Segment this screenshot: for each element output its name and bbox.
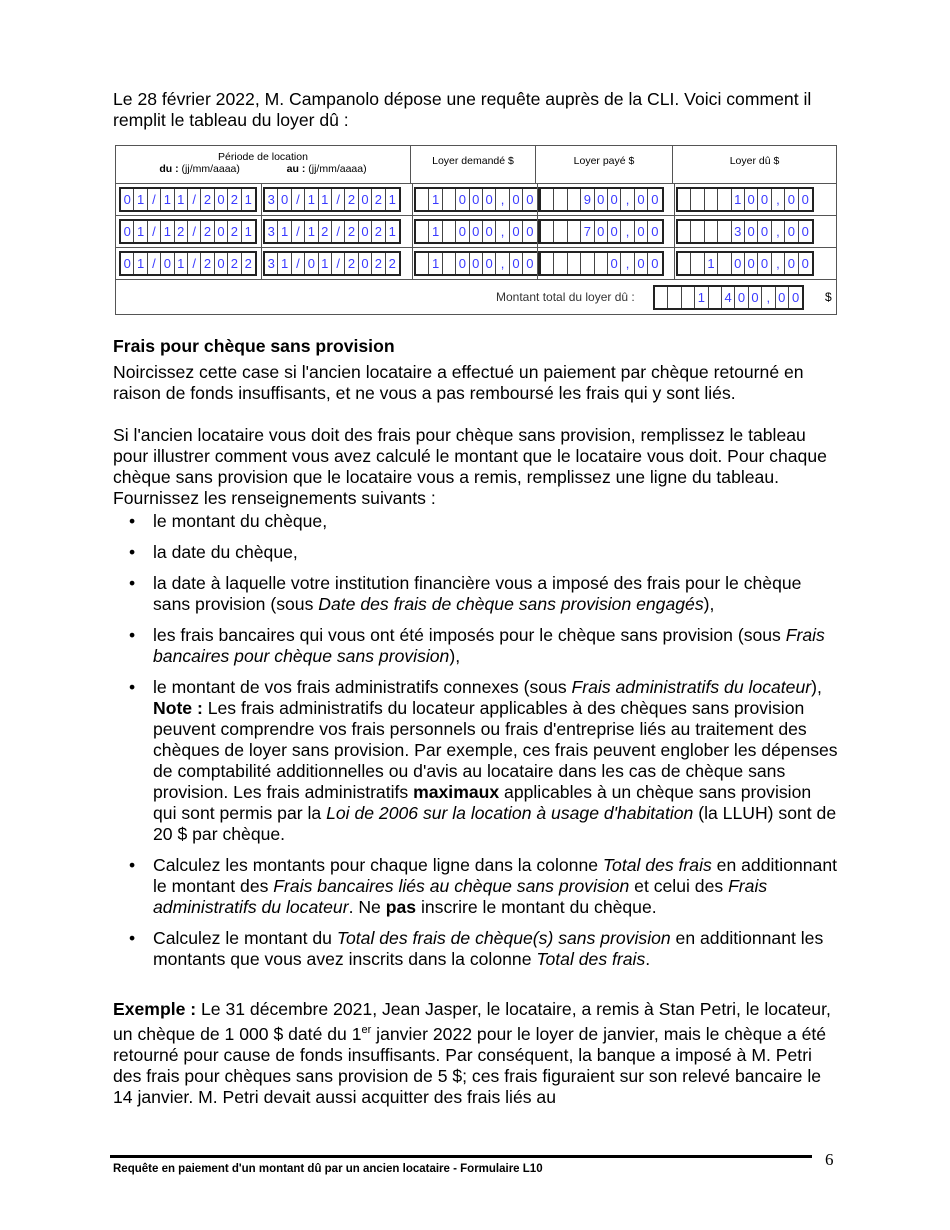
text-segment: en additionnant les montants que vous avez inscrits dans la colonne bbox=[153, 928, 824, 969]
text-segment: Le 31 décembre 2021, Jean Jasper, le locataire, a remis à Stan Petri, le locateur, un chèque de 1 000 $ daté du 1 bbox=[113, 999, 831, 1044]
column-divider bbox=[674, 216, 675, 247]
from-field[interactable] bbox=[119, 251, 257, 276]
demande-header: Loyer demandé $ bbox=[411, 146, 536, 184]
digit-cell bbox=[443, 189, 456, 210]
digit-cell bbox=[691, 189, 704, 210]
column-divider bbox=[261, 248, 262, 279]
du-field[interactable] bbox=[676, 251, 814, 276]
list-item bbox=[153, 542, 838, 563]
text-segment: Frais bancaires liés au chèque sans provision bbox=[273, 876, 630, 896]
digit-cell: 1 bbox=[429, 253, 442, 274]
paye-field[interactable] bbox=[539, 219, 664, 244]
digit-cell: 0 bbox=[456, 221, 469, 242]
digit-cell: 0 bbox=[121, 221, 134, 242]
digit-cell bbox=[718, 189, 731, 210]
text-segment: Total des frais bbox=[602, 855, 712, 875]
digit-cell: 1 bbox=[161, 221, 174, 242]
digit-cell bbox=[691, 253, 704, 274]
digit-cell: 0 bbox=[758, 221, 771, 242]
digit-cell: / bbox=[292, 253, 305, 274]
digit-cell: 0 bbox=[608, 253, 621, 274]
list-item bbox=[153, 677, 838, 845]
list-item bbox=[153, 511, 838, 532]
digit-cell: 2 bbox=[175, 221, 188, 242]
digit-cell: / bbox=[148, 253, 161, 274]
column-divider bbox=[674, 248, 675, 279]
digit-cell: 1 bbox=[429, 189, 442, 210]
text-segment: la date à laquelle votre institution financière vous a imposé des frais pour le chèque sans provision (sous bbox=[153, 573, 802, 614]
text-segment: . bbox=[645, 949, 651, 969]
digit-cell: 0 bbox=[526, 192, 534, 207]
digit-cell: 2 bbox=[345, 253, 358, 274]
list-item bbox=[153, 855, 838, 918]
text-segment: Calculez les montants pour chaque ligne dans la colonne bbox=[153, 855, 603, 875]
page-number: 6 bbox=[825, 1150, 834, 1169]
digit-cell bbox=[554, 253, 567, 274]
column-divider bbox=[412, 184, 413, 215]
period-header-label: Période de location bbox=[218, 151, 308, 163]
digit-cell: , bbox=[772, 221, 785, 242]
text-segment: Si l'ancien locataire vous doit des frais pour chèque sans provision, remplissez le tableau pour illustrer comment vous avez calculé le montant que le locataire vous doit. Pour chaque chèque sans provision que le locataire vous a remis, remplissez une ligne du tableau. Fournissez les renseignements suivants : bbox=[113, 425, 827, 508]
digit-cell bbox=[443, 253, 456, 274]
digit-cell: , bbox=[621, 253, 634, 274]
digit-cell: 0 bbox=[745, 221, 758, 242]
footer-text: Requête en paiement d'un montant dû par un ancien locataire - Formulaire L10 bbox=[113, 1163, 543, 1175]
digit-cell: / bbox=[148, 221, 161, 242]
digit-cell: 0 bbox=[359, 253, 372, 274]
digit-cell: 2 bbox=[372, 253, 385, 274]
digit-cell: 2 bbox=[345, 189, 358, 210]
paye-field[interactable] bbox=[539, 187, 664, 212]
digit-cell: 1 bbox=[244, 224, 252, 239]
digit-cell: 1 bbox=[278, 253, 291, 274]
digit-cell: 1 bbox=[134, 221, 147, 242]
digit-cell: , bbox=[772, 189, 785, 210]
text-segment: le montant du chèque, bbox=[153, 511, 328, 531]
text-segment: Noircissez cette case si l'ancien locataire a effectué un paiement par chèque retourné en raison de fonds insuffisants, et ne vous a pas remboursé les frais qui y sont liés. bbox=[113, 362, 804, 403]
text-segment: ), bbox=[703, 594, 715, 614]
table-row bbox=[116, 248, 836, 280]
du-label bbox=[159, 163, 240, 175]
digit-cell: 0 bbox=[651, 192, 659, 207]
au-format: (jj/mm/aaaa) bbox=[308, 163, 367, 175]
digit-cell bbox=[718, 253, 731, 274]
paye-field[interactable] bbox=[539, 251, 664, 276]
text-segment: Le 28 février 2022, M. Campanolo dépose une requête auprès de la CLI. Voici comment il remplit le tableau du loyer dû : bbox=[113, 89, 812, 130]
digit-cell bbox=[568, 189, 581, 210]
text-segment: Total des frais bbox=[536, 949, 646, 969]
demande-field[interactable] bbox=[414, 187, 539, 212]
digit-cell: 4 bbox=[722, 287, 735, 308]
text-segment: er bbox=[361, 1024, 372, 1036]
digit-cell: 1 bbox=[705, 253, 718, 274]
digit-cell: 0 bbox=[595, 221, 608, 242]
digit-cell: 1 bbox=[319, 253, 332, 274]
section-heading: Frais pour chèque sans provision bbox=[113, 336, 395, 356]
digit-cell: 1 bbox=[161, 189, 174, 210]
digit-cell: 0 bbox=[510, 189, 523, 210]
text-segment: le montant de vos frais administratifs connexes (sous bbox=[153, 677, 572, 697]
text-segment: Total des frais de chèque(s) sans provision bbox=[336, 928, 671, 948]
digit-cell bbox=[655, 287, 668, 308]
digit-cell: 3 bbox=[265, 221, 278, 242]
digit-cell bbox=[678, 221, 691, 242]
digit-cell: 0 bbox=[635, 253, 648, 274]
digit-cell: 0 bbox=[785, 253, 798, 274]
text-segment: applicables à un chèque sans provision qui sont permis par la bbox=[153, 782, 812, 823]
digit-cell: / bbox=[188, 221, 201, 242]
digit-cell: / bbox=[148, 189, 161, 210]
digit-cell: 0 bbox=[526, 224, 534, 239]
digit-cell bbox=[678, 189, 691, 210]
digit-cell: 0 bbox=[758, 253, 771, 274]
to-field[interactable] bbox=[263, 251, 401, 276]
column-divider bbox=[537, 184, 538, 215]
digit-cell bbox=[718, 221, 731, 242]
digit-cell bbox=[691, 221, 704, 242]
total-row bbox=[116, 280, 836, 314]
digit-cell: 0 bbox=[215, 221, 228, 242]
digit-cell: , bbox=[496, 221, 509, 242]
column-divider bbox=[261, 184, 262, 215]
digit-cell: 9 bbox=[581, 189, 594, 210]
digit-cell: 0 bbox=[470, 253, 483, 274]
digit-cell: / bbox=[332, 221, 345, 242]
digit-cell: 0 bbox=[278, 189, 291, 210]
digit-cell bbox=[541, 253, 554, 274]
au-label-text: au : bbox=[286, 163, 306, 175]
text-segment: (la LLUH) sont de 20 $ par chèque. bbox=[153, 803, 837, 844]
digit-cell: 0 bbox=[635, 221, 648, 242]
digit-cell: / bbox=[332, 253, 345, 274]
digit-cell: 1 bbox=[388, 224, 396, 239]
digit-cell: 1 bbox=[134, 253, 147, 274]
digit-cell: 2 bbox=[228, 189, 241, 210]
digit-cell: 0 bbox=[121, 253, 134, 274]
digit-cell: 0 bbox=[359, 189, 372, 210]
digit-cell: 2 bbox=[201, 221, 214, 242]
digit-cell: / bbox=[332, 189, 345, 210]
text-segment: inscrire le montant du chèque. bbox=[416, 897, 657, 917]
digit-cell: 2 bbox=[201, 253, 214, 274]
digit-cell: 1 bbox=[175, 253, 188, 274]
list-item bbox=[153, 625, 838, 667]
digit-cell: 0 bbox=[801, 256, 809, 271]
digit-cell: 0 bbox=[785, 221, 798, 242]
text-segment: en additionnant le montant des bbox=[153, 855, 838, 896]
digit-cell: 0 bbox=[215, 189, 228, 210]
text-segment: maximaux bbox=[413, 782, 500, 802]
digit-cell bbox=[668, 287, 681, 308]
digit-cell: 0 bbox=[595, 189, 608, 210]
digit-cell: 7 bbox=[581, 221, 594, 242]
text-segment: Note : bbox=[153, 698, 203, 718]
digit-cell: 0 bbox=[776, 287, 789, 308]
text-segment: ), bbox=[811, 677, 822, 697]
digit-cell: 0 bbox=[483, 221, 496, 242]
du-field[interactable] bbox=[676, 187, 814, 212]
column-divider bbox=[261, 216, 262, 247]
digit-cell: 2 bbox=[201, 189, 214, 210]
column-divider bbox=[537, 248, 538, 279]
digit-cell: 2 bbox=[244, 256, 252, 271]
digit-cell bbox=[568, 221, 581, 242]
digit-cell: 1 bbox=[244, 192, 252, 207]
total-label: Montant total du loyer dû : bbox=[496, 290, 635, 304]
digit-cell: / bbox=[292, 221, 305, 242]
period-header bbox=[116, 146, 411, 184]
digit-cell bbox=[709, 287, 722, 308]
digit-cell bbox=[705, 221, 718, 242]
digit-cell: , bbox=[772, 253, 785, 274]
au-label bbox=[287, 163, 367, 175]
digit-cell: 0 bbox=[608, 221, 621, 242]
paye-header: Loyer payé $ bbox=[536, 146, 673, 184]
digit-cell bbox=[554, 221, 567, 242]
column-divider bbox=[412, 216, 413, 247]
digit-cell: 0 bbox=[732, 253, 745, 274]
digit-cell: / bbox=[188, 253, 201, 274]
footer-rule bbox=[110, 1155, 812, 1158]
digit-cell: 2 bbox=[372, 221, 385, 242]
digit-cell: 0 bbox=[758, 189, 771, 210]
digit-cell: 0 bbox=[470, 189, 483, 210]
digit-cell: 3 bbox=[732, 221, 745, 242]
to-field[interactable] bbox=[263, 219, 401, 244]
text-segment: Frais bancaires pour chèque sans provision bbox=[153, 625, 825, 666]
digit-cell: , bbox=[621, 221, 634, 242]
digit-cell: 1 bbox=[388, 192, 396, 207]
digit-cell: 0 bbox=[745, 189, 758, 210]
digit-cell: 0 bbox=[791, 290, 800, 305]
table-row bbox=[116, 216, 836, 248]
digit-cell bbox=[443, 221, 456, 242]
digit-cell: 1 bbox=[278, 221, 291, 242]
digit-cell bbox=[416, 253, 429, 274]
table-row bbox=[116, 184, 836, 216]
du-label-text: du : bbox=[159, 163, 179, 175]
digit-cell: , bbox=[496, 253, 509, 274]
text-segment: . Ne bbox=[348, 897, 386, 917]
text-segment: Les frais administratifs du locateur applicables à des chèques sans provision peuvent comprendre vos frais personnels ou frais d'entreprise liés au traitement des chèques de loyer sans provision. Par exemple, ces frais peuvent englober les dépenses de comptabilité additionnelles ou d'avis au locataire dans les cas de chèque sans provision. Les frais administratifs bbox=[153, 698, 838, 802]
digit-cell bbox=[678, 253, 691, 274]
from-field[interactable] bbox=[119, 219, 257, 244]
digit-cell bbox=[541, 189, 554, 210]
digit-cell: 2 bbox=[372, 189, 385, 210]
digit-cell: 0 bbox=[635, 189, 648, 210]
digit-cell: 0 bbox=[801, 224, 809, 239]
digit-cell: 0 bbox=[608, 189, 621, 210]
demande-field[interactable] bbox=[414, 219, 539, 244]
demande-field[interactable] bbox=[414, 251, 539, 276]
digit-cell bbox=[568, 253, 581, 274]
text-segment: Loi de 2006 sur la location à usage d'habitation bbox=[326, 803, 694, 823]
digit-cell: 0 bbox=[526, 256, 534, 271]
digit-cell: 1 bbox=[429, 221, 442, 242]
digit-cell: 2 bbox=[388, 256, 396, 271]
digit-cell: 0 bbox=[470, 221, 483, 242]
digit-cell: 0 bbox=[483, 253, 496, 274]
digit-cell: 1 bbox=[305, 221, 318, 242]
digit-cell bbox=[682, 287, 695, 308]
digit-cell: 2 bbox=[228, 253, 241, 274]
digit-cell: 0 bbox=[359, 221, 372, 242]
digit-cell bbox=[705, 189, 718, 210]
text-segment: la date du chèque, bbox=[153, 542, 298, 562]
digit-cell: 0 bbox=[785, 189, 798, 210]
digit-cell: 0 bbox=[651, 224, 659, 239]
text-segment: et celui des bbox=[629, 876, 729, 896]
from-field[interactable] bbox=[119, 187, 257, 212]
digit-cell bbox=[595, 253, 608, 274]
column-divider bbox=[674, 184, 675, 215]
digit-cell: 0 bbox=[121, 189, 134, 210]
digit-cell: 1 bbox=[695, 287, 708, 308]
digit-cell: 1 bbox=[134, 189, 147, 210]
digit-cell: 1 bbox=[319, 189, 332, 210]
digit-cell: 0 bbox=[651, 256, 659, 271]
text-segment: pas bbox=[385, 897, 417, 917]
rent-owed-table bbox=[115, 145, 837, 315]
digit-cell: 0 bbox=[456, 253, 469, 274]
text-segment: les frais bancaires qui vous ont été imposés pour le chèque sans provision (sous bbox=[153, 625, 786, 645]
digit-cell bbox=[416, 221, 429, 242]
text-segment: Date des frais de chèque sans provision engagés bbox=[318, 594, 704, 614]
digit-cell: 0 bbox=[801, 192, 809, 207]
digit-cell bbox=[554, 189, 567, 210]
column-divider bbox=[537, 216, 538, 247]
list-item bbox=[153, 928, 838, 970]
digit-cell: 2 bbox=[228, 221, 241, 242]
digit-cell: 1 bbox=[175, 189, 188, 210]
digit-cell: / bbox=[292, 189, 305, 210]
digit-cell bbox=[416, 189, 429, 210]
digit-cell: 3 bbox=[265, 189, 278, 210]
column-divider bbox=[412, 248, 413, 279]
digit-cell: 0 bbox=[161, 253, 174, 274]
du-format: (jj/mm/aaaa) bbox=[181, 163, 240, 175]
du-header: Loyer dû $ bbox=[673, 146, 836, 184]
digit-cell: 1 bbox=[305, 189, 318, 210]
intro-paragraph bbox=[113, 89, 838, 131]
digit-cell: 2 bbox=[345, 221, 358, 242]
digit-cell: 0 bbox=[483, 189, 496, 210]
digit-cell: 0 bbox=[735, 287, 748, 308]
digit-cell: 0 bbox=[745, 253, 758, 274]
digit-cell: 0 bbox=[215, 253, 228, 274]
text-segment: Exemple : bbox=[113, 999, 197, 1019]
instruction-paragraph-1 bbox=[113, 362, 838, 404]
to-field[interactable] bbox=[263, 187, 401, 212]
digit-cell bbox=[541, 221, 554, 242]
text-segment: ), bbox=[449, 646, 461, 666]
digit-cell: 0 bbox=[510, 221, 523, 242]
text-segment: janvier 2022 pour le loyer de janvier, mais le chèque a été retourné pour cause de fonds insuffisants. Par conséquent, la banque a imposé à M. Petri des frais pour chèques sans provision de 5 $; ces frais figuraient sur son relevé bancaire le 14 janvier. M. Petri devait aussi acquitter des frais liés au bbox=[113, 1023, 827, 1107]
instruction-paragraph-2 bbox=[113, 425, 838, 509]
digit-cell: , bbox=[621, 189, 634, 210]
digit-cell: 0 bbox=[456, 189, 469, 210]
digit-cell: , bbox=[496, 189, 509, 210]
digit-cell: 0 bbox=[749, 287, 762, 308]
digit-cell: , bbox=[762, 287, 775, 308]
digit-cell: 1 bbox=[732, 189, 745, 210]
text-segment: Frais administratifs du locateur bbox=[571, 677, 812, 697]
digit-cell: 0 bbox=[510, 253, 523, 274]
digit-cell bbox=[581, 253, 594, 274]
list-item bbox=[153, 573, 838, 615]
digit-cell: 2 bbox=[319, 221, 332, 242]
total-currency: $ bbox=[825, 290, 832, 304]
instruction-list bbox=[113, 511, 838, 980]
digit-cell: / bbox=[188, 189, 201, 210]
digit-cell: 0 bbox=[305, 253, 318, 274]
digit-cell: 3 bbox=[265, 253, 278, 274]
example-paragraph bbox=[113, 999, 838, 1108]
du-field[interactable] bbox=[676, 219, 814, 244]
text-segment: Calculez le montant du bbox=[153, 928, 337, 948]
text-segment: Frais administratifs du locateur bbox=[153, 876, 768, 917]
total-amount-field[interactable] bbox=[653, 285, 804, 310]
